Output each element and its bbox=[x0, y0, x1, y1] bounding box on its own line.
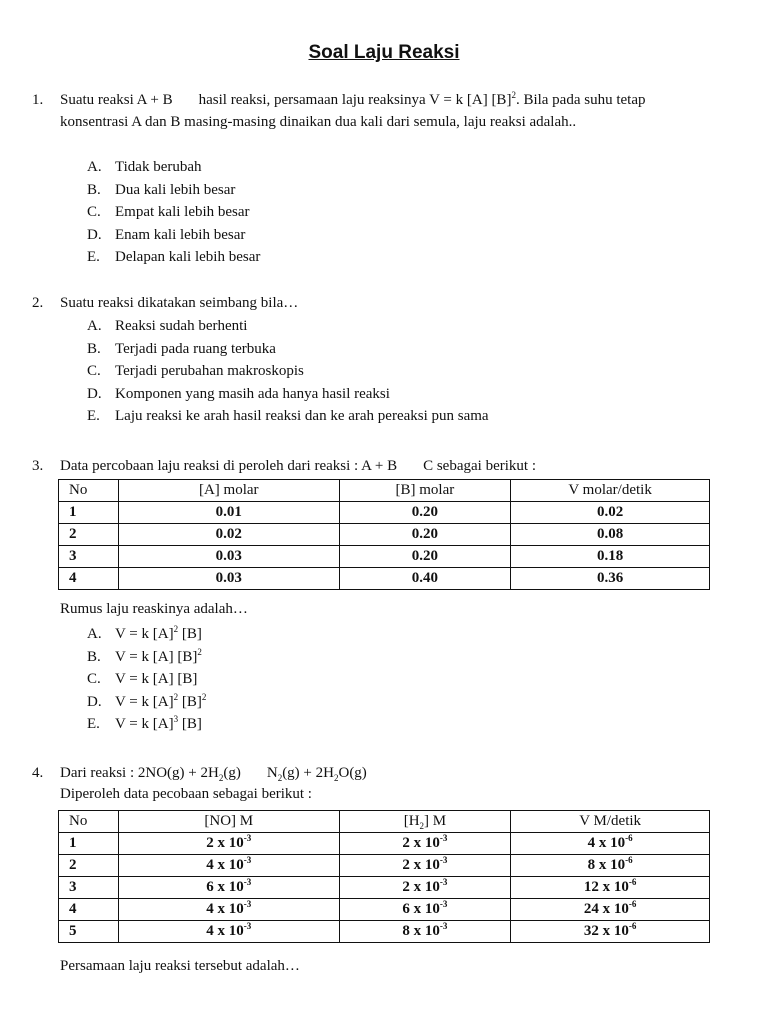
option-item bbox=[87, 156, 260, 179]
subscript: 2 bbox=[277, 773, 283, 783]
question-number: 4. bbox=[32, 765, 44, 781]
exponent: -3 bbox=[243, 921, 252, 931]
equation-part: (g) + 2H bbox=[282, 765, 334, 781]
table-cell: 0.02 bbox=[118, 524, 339, 546]
option-text: Dua kali lebih besar bbox=[115, 181, 236, 198]
table-header-cell: No bbox=[59, 811, 119, 833]
cell-value: 4 x 10 bbox=[587, 835, 626, 851]
exponent: -6 bbox=[628, 899, 637, 909]
table-row bbox=[59, 546, 710, 568]
formula-part: [B] bbox=[178, 716, 202, 732]
cell-value: 4 x 10 bbox=[206, 901, 244, 917]
table-cell bbox=[118, 855, 339, 877]
table-row bbox=[59, 833, 710, 855]
option-letter: B. bbox=[87, 648, 101, 665]
question-text-part: C sebagai berikut : bbox=[423, 458, 536, 474]
table-cell bbox=[511, 877, 710, 899]
table-cell bbox=[339, 899, 511, 921]
table-row bbox=[59, 524, 710, 546]
equation-part: Dari reaksi : 2NO(g) + 2H bbox=[60, 765, 219, 781]
option-item bbox=[87, 201, 260, 224]
cell-value: 8 x 10 bbox=[587, 857, 626, 873]
equation-part: (g) bbox=[223, 765, 241, 781]
option-text: Enam kali lebih besar bbox=[115, 226, 246, 243]
table-cell: 0.20 bbox=[339, 524, 511, 546]
exponent: 2 bbox=[173, 624, 179, 634]
table-header-cell: V M/detik bbox=[511, 811, 710, 833]
cell-value: 8 x 10 bbox=[402, 923, 440, 939]
question-text: Suatu reaksi dikatakan seimbang bila… bbox=[60, 295, 299, 311]
formula-part: V = k [A] bbox=[115, 693, 174, 710]
table-cell: 0.03 bbox=[118, 568, 339, 590]
option-letter: D. bbox=[87, 693, 102, 710]
option-letter: C. bbox=[87, 671, 101, 687]
question-text-part: Suatu reaksi A + B bbox=[60, 92, 173, 108]
table-cell bbox=[511, 833, 710, 855]
table-cell: 4 bbox=[59, 899, 119, 921]
cell-value: 24 x 10 bbox=[583, 901, 629, 917]
table-cell bbox=[511, 855, 710, 877]
question-text-part: hasil reaksi, persamaan laju reaksinya V = k [A] [B] bbox=[198, 92, 512, 108]
option-letter: E. bbox=[87, 716, 100, 732]
question-text-part: Data percobaan laju reaksi di peroleh dari reaksi : A + B bbox=[60, 458, 398, 474]
option-text: Terjadi pada ruang terbuka bbox=[115, 340, 276, 357]
formula-part: [B] bbox=[178, 626, 202, 642]
exponent: 2 bbox=[201, 691, 207, 702]
table-header-cell: V molar/detik bbox=[511, 480, 710, 502]
option-letter: C. bbox=[87, 363, 101, 379]
table-cell: 3 bbox=[59, 877, 119, 899]
table-cell: 0.01 bbox=[118, 502, 339, 524]
option-item bbox=[87, 668, 206, 691]
question-equation bbox=[60, 762, 712, 784]
table-cell bbox=[339, 877, 511, 899]
option-item bbox=[87, 224, 260, 247]
table-cell: 1 bbox=[59, 833, 119, 855]
option-letter: B. bbox=[87, 181, 101, 198]
table-cell: 0.20 bbox=[339, 546, 511, 568]
table-cell bbox=[118, 833, 339, 855]
exponent: 3 bbox=[173, 714, 179, 724]
cell-value: 32 x 10 bbox=[583, 923, 629, 939]
cell-value: 12 x 10 bbox=[583, 879, 629, 895]
table-header-cell: [B] molar bbox=[339, 480, 511, 502]
question-text bbox=[60, 89, 712, 133]
option-text: Reaksi sudah berhenti bbox=[115, 318, 248, 334]
q3-data-table bbox=[58, 479, 710, 590]
q4-question: Persamaan laju reaksi tersebut adalah… bbox=[60, 958, 300, 974]
table-cell: 0.40 bbox=[339, 568, 511, 590]
table-cell bbox=[118, 921, 339, 943]
cell-value: 2 x 10 bbox=[402, 857, 440, 873]
table-header-cell: [A] molar bbox=[118, 480, 339, 502]
table-row bbox=[59, 877, 710, 899]
table-cell: 0.36 bbox=[511, 568, 710, 590]
table-cell bbox=[511, 921, 710, 943]
table-cell: 5 bbox=[59, 921, 119, 943]
option-text: Empat kali lebih besar bbox=[115, 204, 250, 220]
q3-options bbox=[87, 623, 206, 736]
formula-part: V = k [A] bbox=[115, 671, 174, 687]
option-item bbox=[87, 405, 489, 428]
exponent: -3 bbox=[439, 921, 448, 931]
header-part: ] M bbox=[424, 813, 447, 829]
exponent: 2 bbox=[173, 691, 179, 702]
exponent: -3 bbox=[243, 855, 252, 865]
question-text-part: . Bila pada suhu tetap konsentrasi A dan B masing-masing dinaikan dua kali dari semula, laju reaksi adalah.. bbox=[60, 92, 646, 130]
exponent: -3 bbox=[243, 899, 252, 909]
exponent: -3 bbox=[439, 877, 448, 887]
table-cell: 4 bbox=[59, 568, 119, 590]
option-item bbox=[87, 246, 260, 269]
cell-value: 6 x 10 bbox=[402, 901, 440, 917]
table-cell: 0.08 bbox=[511, 524, 710, 546]
option-letter: E. bbox=[87, 408, 100, 424]
table-cell: 0.20 bbox=[339, 502, 511, 524]
table-cell bbox=[118, 877, 339, 899]
table-header-cell: [NO] M bbox=[118, 811, 339, 833]
equation-part: N bbox=[266, 765, 278, 781]
subscript: 2 bbox=[218, 773, 224, 783]
exponent: -3 bbox=[243, 833, 252, 843]
formula-part: [B] bbox=[173, 648, 198, 665]
exponent: -3 bbox=[439, 855, 448, 865]
option-letter: E. bbox=[87, 249, 100, 265]
equation-part: O(g) bbox=[338, 765, 367, 781]
table-cell bbox=[339, 855, 511, 877]
option-letter: D. bbox=[87, 226, 102, 243]
superscript: 2 bbox=[511, 90, 516, 100]
header-part: [H bbox=[403, 813, 420, 829]
exponent: -3 bbox=[439, 833, 448, 843]
option-item bbox=[87, 360, 489, 383]
cell-value: 2 x 10 bbox=[206, 835, 244, 851]
option-letter: C. bbox=[87, 204, 101, 220]
table-header-row bbox=[59, 811, 710, 833]
q4-data-table bbox=[58, 810, 710, 943]
table-cell bbox=[339, 921, 511, 943]
option-letter: A. bbox=[87, 626, 102, 642]
option-item bbox=[87, 646, 206, 669]
q4-subtext: Diperoleh data pecobaan sebagai berikut : bbox=[60, 786, 312, 802]
cell-value: 2 x 10 bbox=[402, 879, 440, 895]
question-number: 2. bbox=[32, 295, 44, 311]
table-header-row bbox=[59, 480, 710, 502]
exponent: 2 bbox=[197, 646, 202, 657]
option-item bbox=[87, 315, 489, 338]
question-text bbox=[60, 455, 712, 477]
page-title: Soal Laju Reaksi bbox=[308, 42, 460, 63]
exponent: -6 bbox=[625, 833, 633, 843]
table-cell bbox=[339, 833, 511, 855]
option-text: Delapan kali lebih besar bbox=[115, 249, 261, 265]
question-1 bbox=[32, 89, 712, 133]
cell-value: 6 x 10 bbox=[206, 879, 244, 895]
option-item bbox=[87, 713, 206, 736]
option-item bbox=[87, 691, 206, 714]
table-header-cell: No bbox=[59, 480, 119, 502]
option-text: Terjadi perubahan makroskopis bbox=[115, 363, 304, 379]
exponent: -3 bbox=[439, 899, 448, 909]
table-cell: 0.18 bbox=[511, 546, 710, 568]
exponent: -6 bbox=[625, 855, 633, 865]
option-item bbox=[87, 383, 489, 406]
formula-part: [B] bbox=[178, 693, 202, 710]
table-cell: 3 bbox=[59, 546, 119, 568]
option-item bbox=[87, 338, 489, 361]
q2-options bbox=[87, 315, 489, 428]
question-4 bbox=[32, 762, 712, 784]
exponent: -6 bbox=[628, 877, 637, 887]
subscript: 2 bbox=[333, 773, 339, 783]
subscript: 2 bbox=[419, 821, 425, 831]
table-row bbox=[59, 899, 710, 921]
cell-value: 2 x 10 bbox=[402, 835, 440, 851]
option-item bbox=[87, 623, 206, 646]
table-cell: 1 bbox=[59, 502, 119, 524]
option-text: Laju reaksi ke arah hasil reaksi dan ke arah pereaksi pun sama bbox=[115, 408, 489, 424]
table-row bbox=[59, 568, 710, 590]
table-cell bbox=[118, 899, 339, 921]
exponent: -3 bbox=[243, 877, 252, 887]
option-item bbox=[87, 179, 260, 202]
table-cell: 2 bbox=[59, 524, 119, 546]
option-letter: A. bbox=[87, 159, 102, 175]
question-number: 3. bbox=[32, 458, 44, 474]
table-row bbox=[59, 855, 710, 877]
question-2 bbox=[32, 292, 712, 314]
table-cell bbox=[511, 899, 710, 921]
exponent: -6 bbox=[628, 921, 637, 931]
option-letter: B. bbox=[87, 340, 101, 357]
formula-part: [B] bbox=[173, 671, 198, 687]
table-cell: 2 bbox=[59, 855, 119, 877]
option-text: Tidak berubah bbox=[115, 159, 202, 175]
formula-part: V = k [A] bbox=[115, 716, 174, 732]
table-cell: 0.03 bbox=[118, 546, 339, 568]
option-letter: A. bbox=[87, 318, 102, 334]
cell-value: 4 x 10 bbox=[206, 923, 244, 939]
table-cell: 0.02 bbox=[511, 502, 710, 524]
q3-question: Rumus laju reaskinya adalah… bbox=[60, 601, 248, 617]
formula-part: V = k [A] bbox=[115, 648, 174, 665]
question-3 bbox=[32, 455, 712, 477]
cell-value: 4 x 10 bbox=[206, 857, 244, 873]
option-text: Komponen yang masih ada hanya hasil reaksi bbox=[115, 385, 390, 402]
formula-part: V = k [A] bbox=[115, 626, 174, 642]
table-row bbox=[59, 502, 710, 524]
option-letter: D. bbox=[87, 385, 102, 402]
table-row bbox=[59, 921, 710, 943]
table-header-cell bbox=[339, 811, 511, 833]
q1-options bbox=[87, 156, 260, 269]
question-number: 1. bbox=[32, 92, 44, 108]
